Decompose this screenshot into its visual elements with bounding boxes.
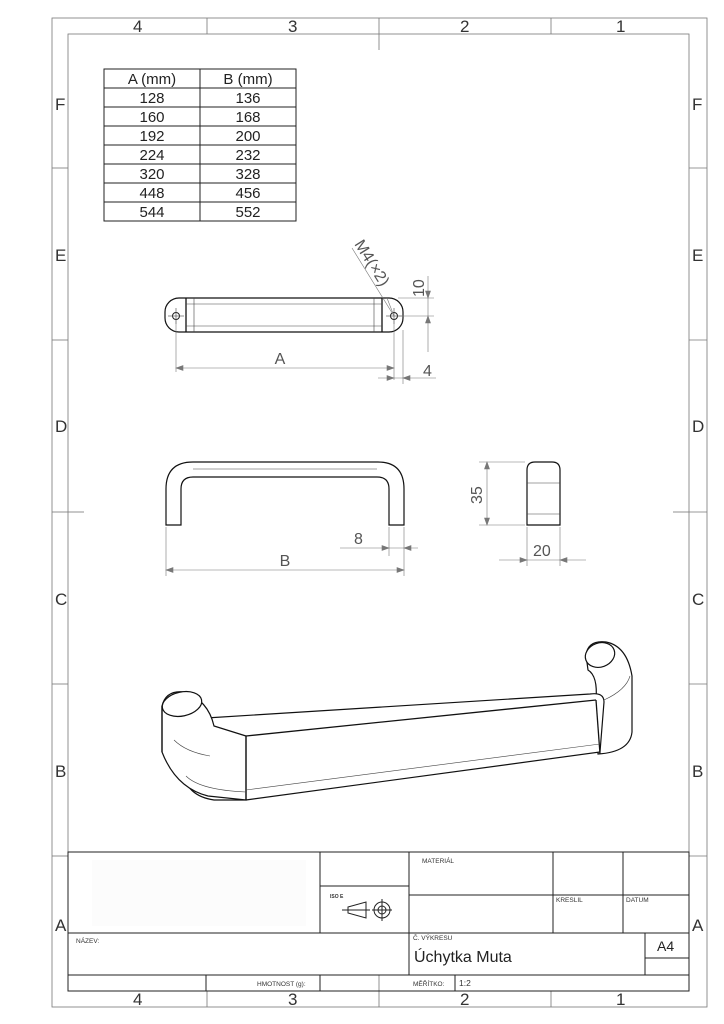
dimension-height-10: 10	[411, 279, 428, 297]
thread-callout: M4(×2)	[350, 237, 393, 290]
table-cell-b: 168	[235, 109, 261, 126]
table-cell-b: 456	[235, 185, 261, 202]
zone-row-left-e: E	[55, 246, 67, 265]
table-cell-b: 552	[235, 204, 261, 221]
projection-label: ISO E	[330, 894, 344, 900]
table-cell-b: 328	[235, 166, 261, 183]
zone-col-bottom-2: 2	[460, 990, 470, 1009]
dimension-width-20: 20	[533, 543, 551, 560]
zone-col-top-3: 3	[288, 17, 298, 36]
zone-col-top-2: 2	[460, 17, 470, 36]
table-cell-a: 544	[139, 204, 165, 221]
dimension-offset-8: 8	[354, 531, 363, 548]
scale-label: MĚŘÍTKO:	[413, 981, 445, 988]
drawn-by-label: KRESLIL	[556, 897, 583, 904]
table-cell-b: 232	[235, 147, 261, 164]
weight-label: HMOTNOST (g):	[257, 981, 306, 988]
zone-col-bottom-4: 4	[133, 990, 143, 1009]
front-view-dimensions	[166, 527, 418, 576]
table-cell-a: 320	[139, 166, 165, 183]
table-cell-b: 136	[235, 90, 261, 107]
drawing-title: Úchytka Muta	[414, 949, 512, 966]
size-table	[104, 69, 296, 221]
table-cell-a: 160	[139, 109, 165, 126]
zone-col-top-1: 1	[616, 17, 626, 36]
zone-col-bottom-3: 3	[288, 990, 298, 1009]
zone-row-left-c: C	[55, 590, 68, 609]
dimension-offset-4: 4	[423, 363, 432, 380]
zone-row-left-b: B	[55, 762, 67, 781]
zone-row-left-f: F	[55, 95, 66, 114]
name-label: NÁZEV:	[76, 938, 100, 945]
table-cell-a: 128	[139, 90, 165, 107]
dimension-a-top: A	[274, 351, 286, 368]
scale-value: 1:2	[459, 978, 471, 988]
sheet-size: A4	[657, 938, 675, 954]
zone-row-right-e: E	[692, 246, 704, 265]
table-header-b: B (mm)	[223, 71, 273, 88]
table-cell-a: 192	[139, 128, 165, 145]
zone-col-bottom-1: 1	[616, 990, 626, 1009]
zone-row-right-f: F	[692, 95, 703, 114]
logo-placeholder	[92, 860, 306, 926]
front-view	[166, 462, 404, 525]
zone-row-right-b: B	[692, 762, 704, 781]
table-cell-a: 448	[139, 185, 165, 202]
zone-row-left-a: A	[55, 916, 67, 935]
projection-symbol-icon	[342, 899, 392, 921]
zone-row-right-a: A	[692, 916, 704, 935]
side-view	[527, 462, 560, 525]
material-label: MATERIÁL	[422, 858, 455, 865]
date-label: DATUM	[626, 897, 649, 904]
table-cell-b: 200	[235, 128, 261, 145]
dimension-height-35: 35	[469, 486, 486, 504]
isometric-view	[160, 639, 632, 800]
table-header-a: A (mm)	[127, 71, 177, 88]
drawing-number-label: Č. VÝKRESU	[413, 935, 453, 942]
dimension-b-front: B	[279, 553, 291, 570]
zone-row-left-d: D	[55, 417, 68, 436]
zone-row-right-c: C	[692, 590, 705, 609]
zone-col-top-4: 4	[133, 17, 143, 36]
zone-row-right-d: D	[692, 417, 705, 436]
table-cell-a: 224	[139, 147, 165, 164]
